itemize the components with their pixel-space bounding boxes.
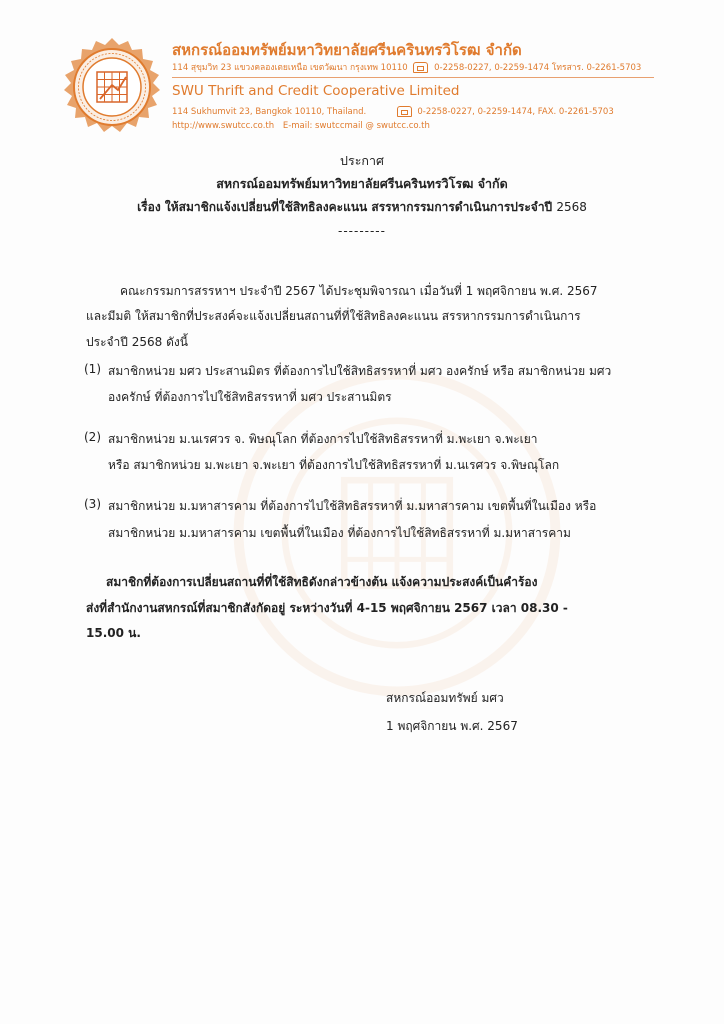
cooperative-seal-logo <box>62 37 162 137</box>
announcement-subject <box>0 198 724 217</box>
phones-thai: 0-2258-0227, 0-2259-1474 โทรสาร. 0-2261-5703 <box>434 63 642 73</box>
header-web-line <box>172 121 430 131</box>
email-link[interactable]: swutccmail @ swutcc.co.th <box>315 121 430 131</box>
item-3-line-2: สมาชิกหน่วย ม.มหาสารคาม เขตพื้นที่ในเมือง ที่ต้องการไปใช้สิทธิสรรหาที่ ม.มหาสารคาม <box>108 526 571 540</box>
org-name-thai: สหกรณ์ออมทรัพย์มหาวิทยาลัยศรีนครินทรวิโรฒ จำกัด <box>172 41 522 59</box>
website-link[interactable]: http://www.swutcc.co.th <box>172 121 275 131</box>
subject-text: เรื่อง ให้สมาชิกแจ้งเปลี่ยนที่ใช้สิทธิลงคะแนน สรรหากรรมการดำเนินการประจำปี <box>137 200 553 214</box>
address-thai: 114 สุขุมวิท 23 แขวงคลองเตยเหนือ เขตวัฒนา กรุงเทพ 10110 <box>172 63 408 73</box>
header-address-english-line <box>172 106 614 117</box>
item-1-number: (1) <box>84 362 101 376</box>
item-1-line-2: องครักษ์ ที่ต้องการไปใช้สิทธิสรรหาที่ มศว ประสานมิตร <box>108 390 392 404</box>
header-divider <box>172 77 654 78</box>
signature-date: 1 พฤศจิกายน พ.ศ. 2567 <box>386 719 518 733</box>
item-3-line-1: สมาชิกหน่วย ม.มหาสารคาม ที่ต้องการไปใช้สิทธิสรรหาที่ ม.มหาสารคาม เขตพื้นที่ในเมือง หรือ <box>108 499 597 513</box>
subject-year: 2568 <box>556 200 587 214</box>
intro-line-3: ประจำปี 2568 ดังนี้ <box>86 335 188 349</box>
item-2-line-1: สมาชิกหน่วย ม.นเรศวร จ. พิษณุโลก ที่ต้องการไปใช้สิทธิสรรหาที่ ม.พะเยา จ.พะเยา <box>108 432 538 446</box>
phones-english: 0-2258-0227, 0-2259-1474, FAX. 0-2261-5703 <box>417 107 614 117</box>
item-2-number: (2) <box>84 430 101 444</box>
notice-line-2: ส่งที่สำนักงานสหกรณ์ที่สมาชิกสังกัดอยู่ ระหว่างวันที่ 4-15 พฤศจิกายน 2567 เวลา 08.30 - <box>86 601 568 615</box>
announcement-org: สหกรณ์ออมทรัพย์มหาวิทยาลัยศรีนครินทรวิโรฒ จำกัด <box>216 176 508 191</box>
item-3-number: (3) <box>84 497 101 511</box>
telephone-icon <box>397 106 412 117</box>
intro-line-1: คณะกรรมการสรรหาฯ ประจำปี 2567 ได้ประชุมพิจารณา เมื่อวันที่ 1 พฤศจิกายน พ.ศ. 2567 <box>120 284 598 298</box>
item-1-line-1: สมาชิกหน่วย มศว ประสานมิตร ที่ต้องการไปใช้สิทธิสรรหาที่ มศว องครักษ์ หรือ สมาชิกหน่วย มศว <box>108 364 612 378</box>
header-address-thai-line <box>172 60 641 74</box>
announcement-heading: ประกาศ <box>340 153 384 168</box>
signature-org: สหกรณ์ออมทรัพย์ มศว <box>386 691 504 705</box>
intro-line-2: และมีมติ ให้สมาชิกที่ประสงค์จะแจ้งเปลี่ยนสถานที่ที่ใช้สิทธิลงคะแนน สรรหากรรมการดำเนินการ <box>86 309 581 323</box>
item-2-line-2: หรือ สมาชิกหน่วย ม.พะเยา จ.พะเยา ที่ต้องการไปใช้สิทธิสรรหาที่ ม.นเรศวร จ.พิษณุโลก <box>108 458 560 472</box>
address-english: 114 Sukhumvit 23, Bangkok 10110, Thailand. <box>172 107 367 117</box>
org-name-english: SWU Thrift and Credit Cooperative Limited <box>172 83 460 99</box>
notice-line-3: 15.00 น. <box>86 626 141 640</box>
title-divider: --------- <box>338 224 386 238</box>
telephone-icon <box>413 62 428 73</box>
notice-line-1: สมาชิกที่ต้องการเปลี่ยนสถานที่ที่ใช้สิทธิดังกล่าวข้างต้น แจ้งความประสงค์เป็นคำร้อง <box>106 575 538 589</box>
email-label: E-mail: <box>282 121 313 131</box>
